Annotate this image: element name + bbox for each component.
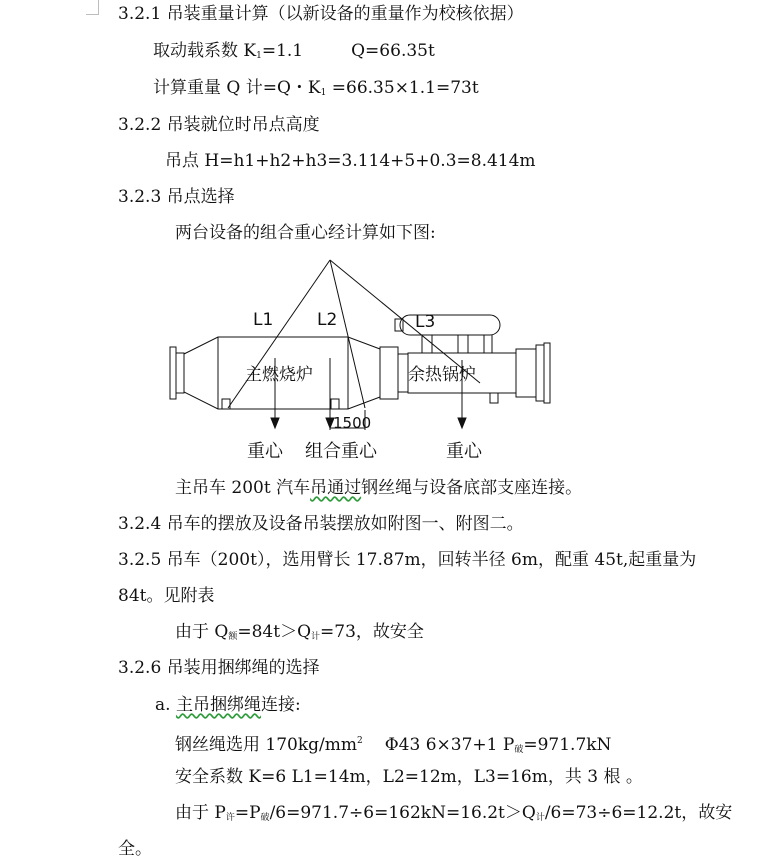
label-cg-boiler: 重心: [446, 441, 482, 462]
heading-3-2-1: 3.2.1 吊装重量计算（以新设备的重量作为校核依据）: [118, 4, 524, 24]
support-2: [331, 399, 339, 409]
label-l1: L1: [253, 310, 274, 330]
right-flange: [544, 343, 550, 403]
label-l3: L3: [415, 312, 436, 332]
lift-height-line: 吊点 H=h1+h2+h3=3.114+5+0.3=8.414m: [165, 151, 536, 171]
wire-rope-spec-line: 钢丝绳选用 $170kg/mm^2$ Φ43 6×37+1 $P_破=971.7kN$: [175, 735, 612, 755]
lifting-diagram: [150, 250, 580, 465]
heading-3-2-2: 3.2.2 吊装就位时吊点高度: [118, 115, 320, 135]
label-main-burner: 主燃烧炉: [245, 365, 313, 385]
item-a-line: a. 主吊捆绑绳连接:: [155, 695, 301, 715]
heading-3-2-4: 3.2.4 吊车的摆放及设备吊装摆放如附图一、附图二。: [118, 514, 524, 534]
safety-check-line: 由于 $Q_额=84t>Q_计=73$，故安全: [175, 622, 424, 642]
page-corner-mark: [86, 0, 99, 15]
see-table-line: 84t。见附表: [118, 586, 215, 606]
calc-weight-line: 计算重量 Q 计=Q・$K_1 =66.35\times 1.1=73t$: [153, 78, 479, 98]
label-cg-main: 重心: [247, 441, 283, 462]
heading-3-2-5: 3.2.5 吊车（200t），选用臂长 17.87m，回转半径 6m，配重 45t,起重量为: [118, 550, 697, 570]
cg-intro-line: 两台设备的组合重心经计算如下图:: [175, 223, 436, 243]
label-cg-combined: 组合重心: [305, 441, 377, 462]
label-waste-boiler: 余热锅炉: [408, 365, 476, 385]
dynamic-load-line: 取动载系数 $K_1=1.1$ Q=66.35t: [153, 41, 435, 61]
heading-3-2-6: 3.2.6 吊装用捆绑绳的选择: [118, 658, 320, 678]
label-1500: 1500: [333, 414, 372, 432]
sling-line-l1: [228, 260, 330, 408]
label-l2: L2: [317, 310, 338, 330]
heading-3-2-3: 3.2.3 吊点选择: [118, 187, 235, 207]
left-flange: [170, 347, 176, 399]
safety-factor-line: 安全系数 K=6 L1=14m，L2=12m，L3=16m，共 3 根 。: [175, 767, 643, 787]
support-3: [490, 393, 498, 403]
main-crane-line: 主吊车 200t 汽车吊通过钢丝绳与设备底部支座连接。: [175, 478, 583, 498]
allowable-load-line: 由于 $P_许=P_破/6=971.7\div 6=162kN=16.2t>Q_计/6=73\div 6=12.2t$，故安: [175, 803, 733, 823]
allowable-load-line-end: 全。: [118, 839, 152, 859]
connector: [380, 347, 398, 399]
